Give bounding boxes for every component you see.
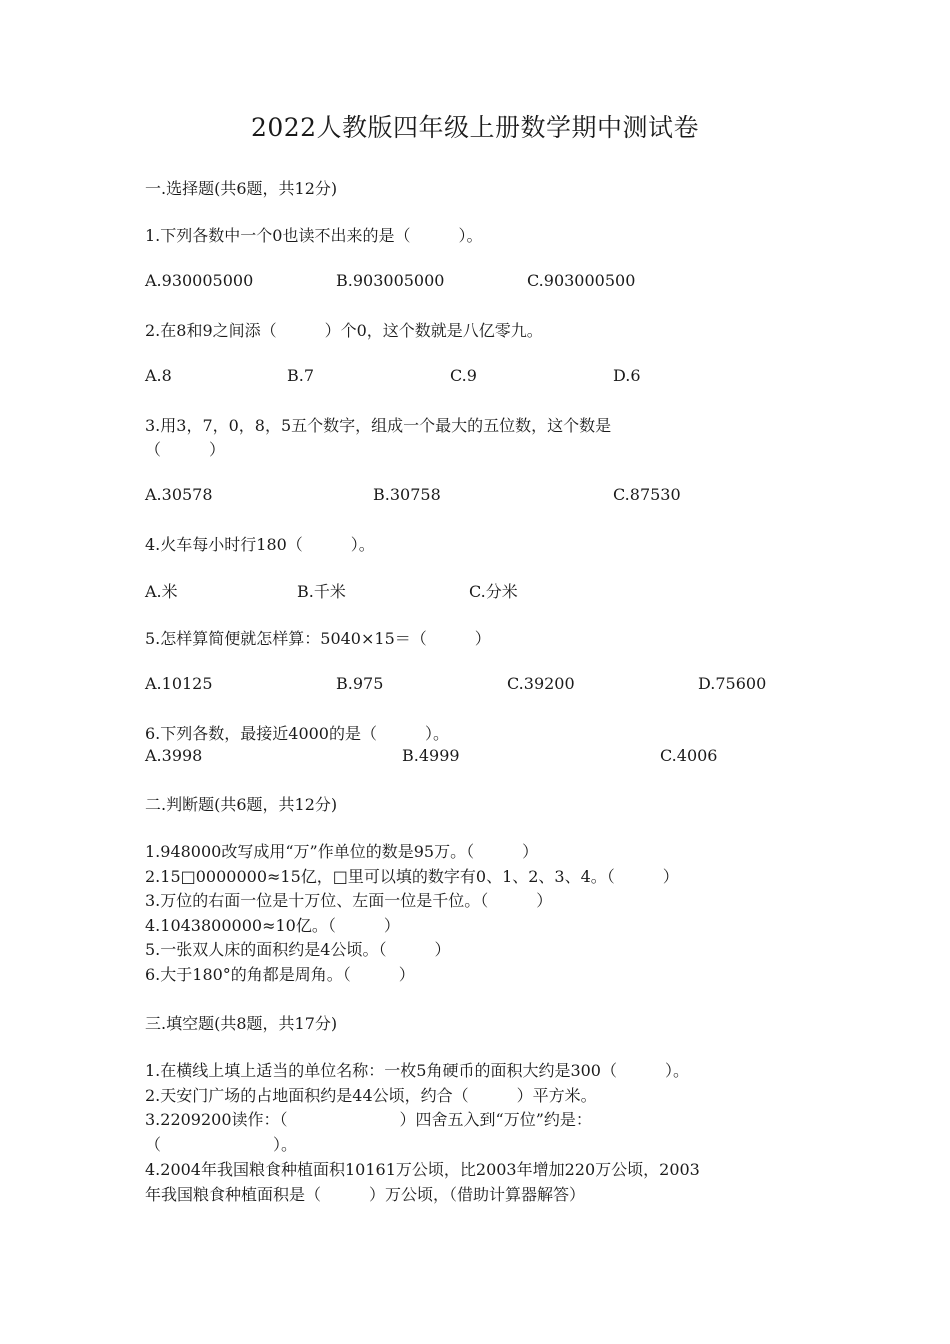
option-b: B.千米 <box>297 582 346 601</box>
judgement-item: 2.15□0000000≈15亿，□里可以填的数字有0、1、2、3、4。（ ） <box>145 867 679 886</box>
option-d: D.6 <box>613 366 641 385</box>
fill-blank-item: 4.2004年我国粮食种植面积10161万公顷，比2003年增加220万公顷，2003 <box>145 1160 700 1179</box>
option-c: C.903000500 <box>527 271 636 290</box>
question-stem: 6.下列各数，最接近4000的是（ ）。 <box>145 724 449 743</box>
option-b: B.975 <box>336 674 384 693</box>
page-title: 2022人教版四年级上册数学期中测试卷 <box>250 113 700 142</box>
fill-blank-item-continued: 年我国粮食种植面积是（ ）万公顷，（借助计算器解答） <box>145 1185 586 1204</box>
judgement-item: 3.万位的右面一位是十万位、左面一位是千位。（ ） <box>145 891 553 910</box>
question-stem-continued: （ ） <box>145 440 226 459</box>
option-a: A.10125 <box>145 674 213 693</box>
question-stem: 5.怎样算简便就怎样算：5040×15＝（ ） <box>145 629 491 648</box>
option-b: B.7 <box>287 366 315 385</box>
option-c: C.分米 <box>469 582 518 601</box>
question-stem: 3.用3，7，0，8，5五个数字，组成一个最大的五位数，这个数是 <box>145 416 612 435</box>
question-stem: 2.在8和9之间添（ ）个0，这个数就是八亿零九。 <box>145 321 543 340</box>
option-b: B.30758 <box>373 485 441 504</box>
option-b: B.903005000 <box>336 271 445 290</box>
fill-blank-item: 2.天安门广场的占地面积约是44公顷，约合（ ）平方米。 <box>145 1086 597 1105</box>
option-c: C.4006 <box>660 746 718 765</box>
section-heading-judgement: 二.判断题(共6题，共12分) <box>145 795 338 814</box>
option-a: A.8 <box>145 366 172 385</box>
option-c: C.39200 <box>507 674 575 693</box>
section-heading-choice: 一.选择题(共6题，共12分) <box>145 179 338 198</box>
judgement-item: 4.1043800000≈10亿。（ ） <box>145 916 400 935</box>
fill-blank-item: 3.2209200读作：（ ）四舍五入到“万位”约是： <box>145 1110 592 1129</box>
question-stem: 1.下列各数中一个0也读不出来的是（ ）。 <box>145 226 483 245</box>
judgement-item: 5.一张双人床的面积约是4公顷。（ ） <box>145 940 451 959</box>
option-d: D.75600 <box>698 674 767 693</box>
judgement-item: 1.948000改写成用“万”作单位的数是95万。（ ） <box>145 842 539 861</box>
question-stem: 4.火车每小时行180（ ）。 <box>145 535 375 554</box>
section-heading-fill-blank: 三.填空题(共8题，共17分) <box>145 1014 338 1033</box>
fill-blank-item: 1.在横线上填上适当的单位名称：一枚5角硬币的面积大约是300（ ）。 <box>145 1061 689 1080</box>
fill-blank-item-continued: （ ）。 <box>145 1135 298 1154</box>
option-c: C.9 <box>450 366 477 385</box>
option-a: A.930005000 <box>145 271 254 290</box>
option-a: A.米 <box>145 582 178 601</box>
option-c: C.87530 <box>613 485 681 504</box>
option-b: B.4999 <box>402 746 460 765</box>
option-a: A.3998 <box>145 746 203 765</box>
judgement-item: 6.大于180°的角都是周角。（ ） <box>145 965 415 984</box>
option-a: A.30578 <box>145 485 213 504</box>
